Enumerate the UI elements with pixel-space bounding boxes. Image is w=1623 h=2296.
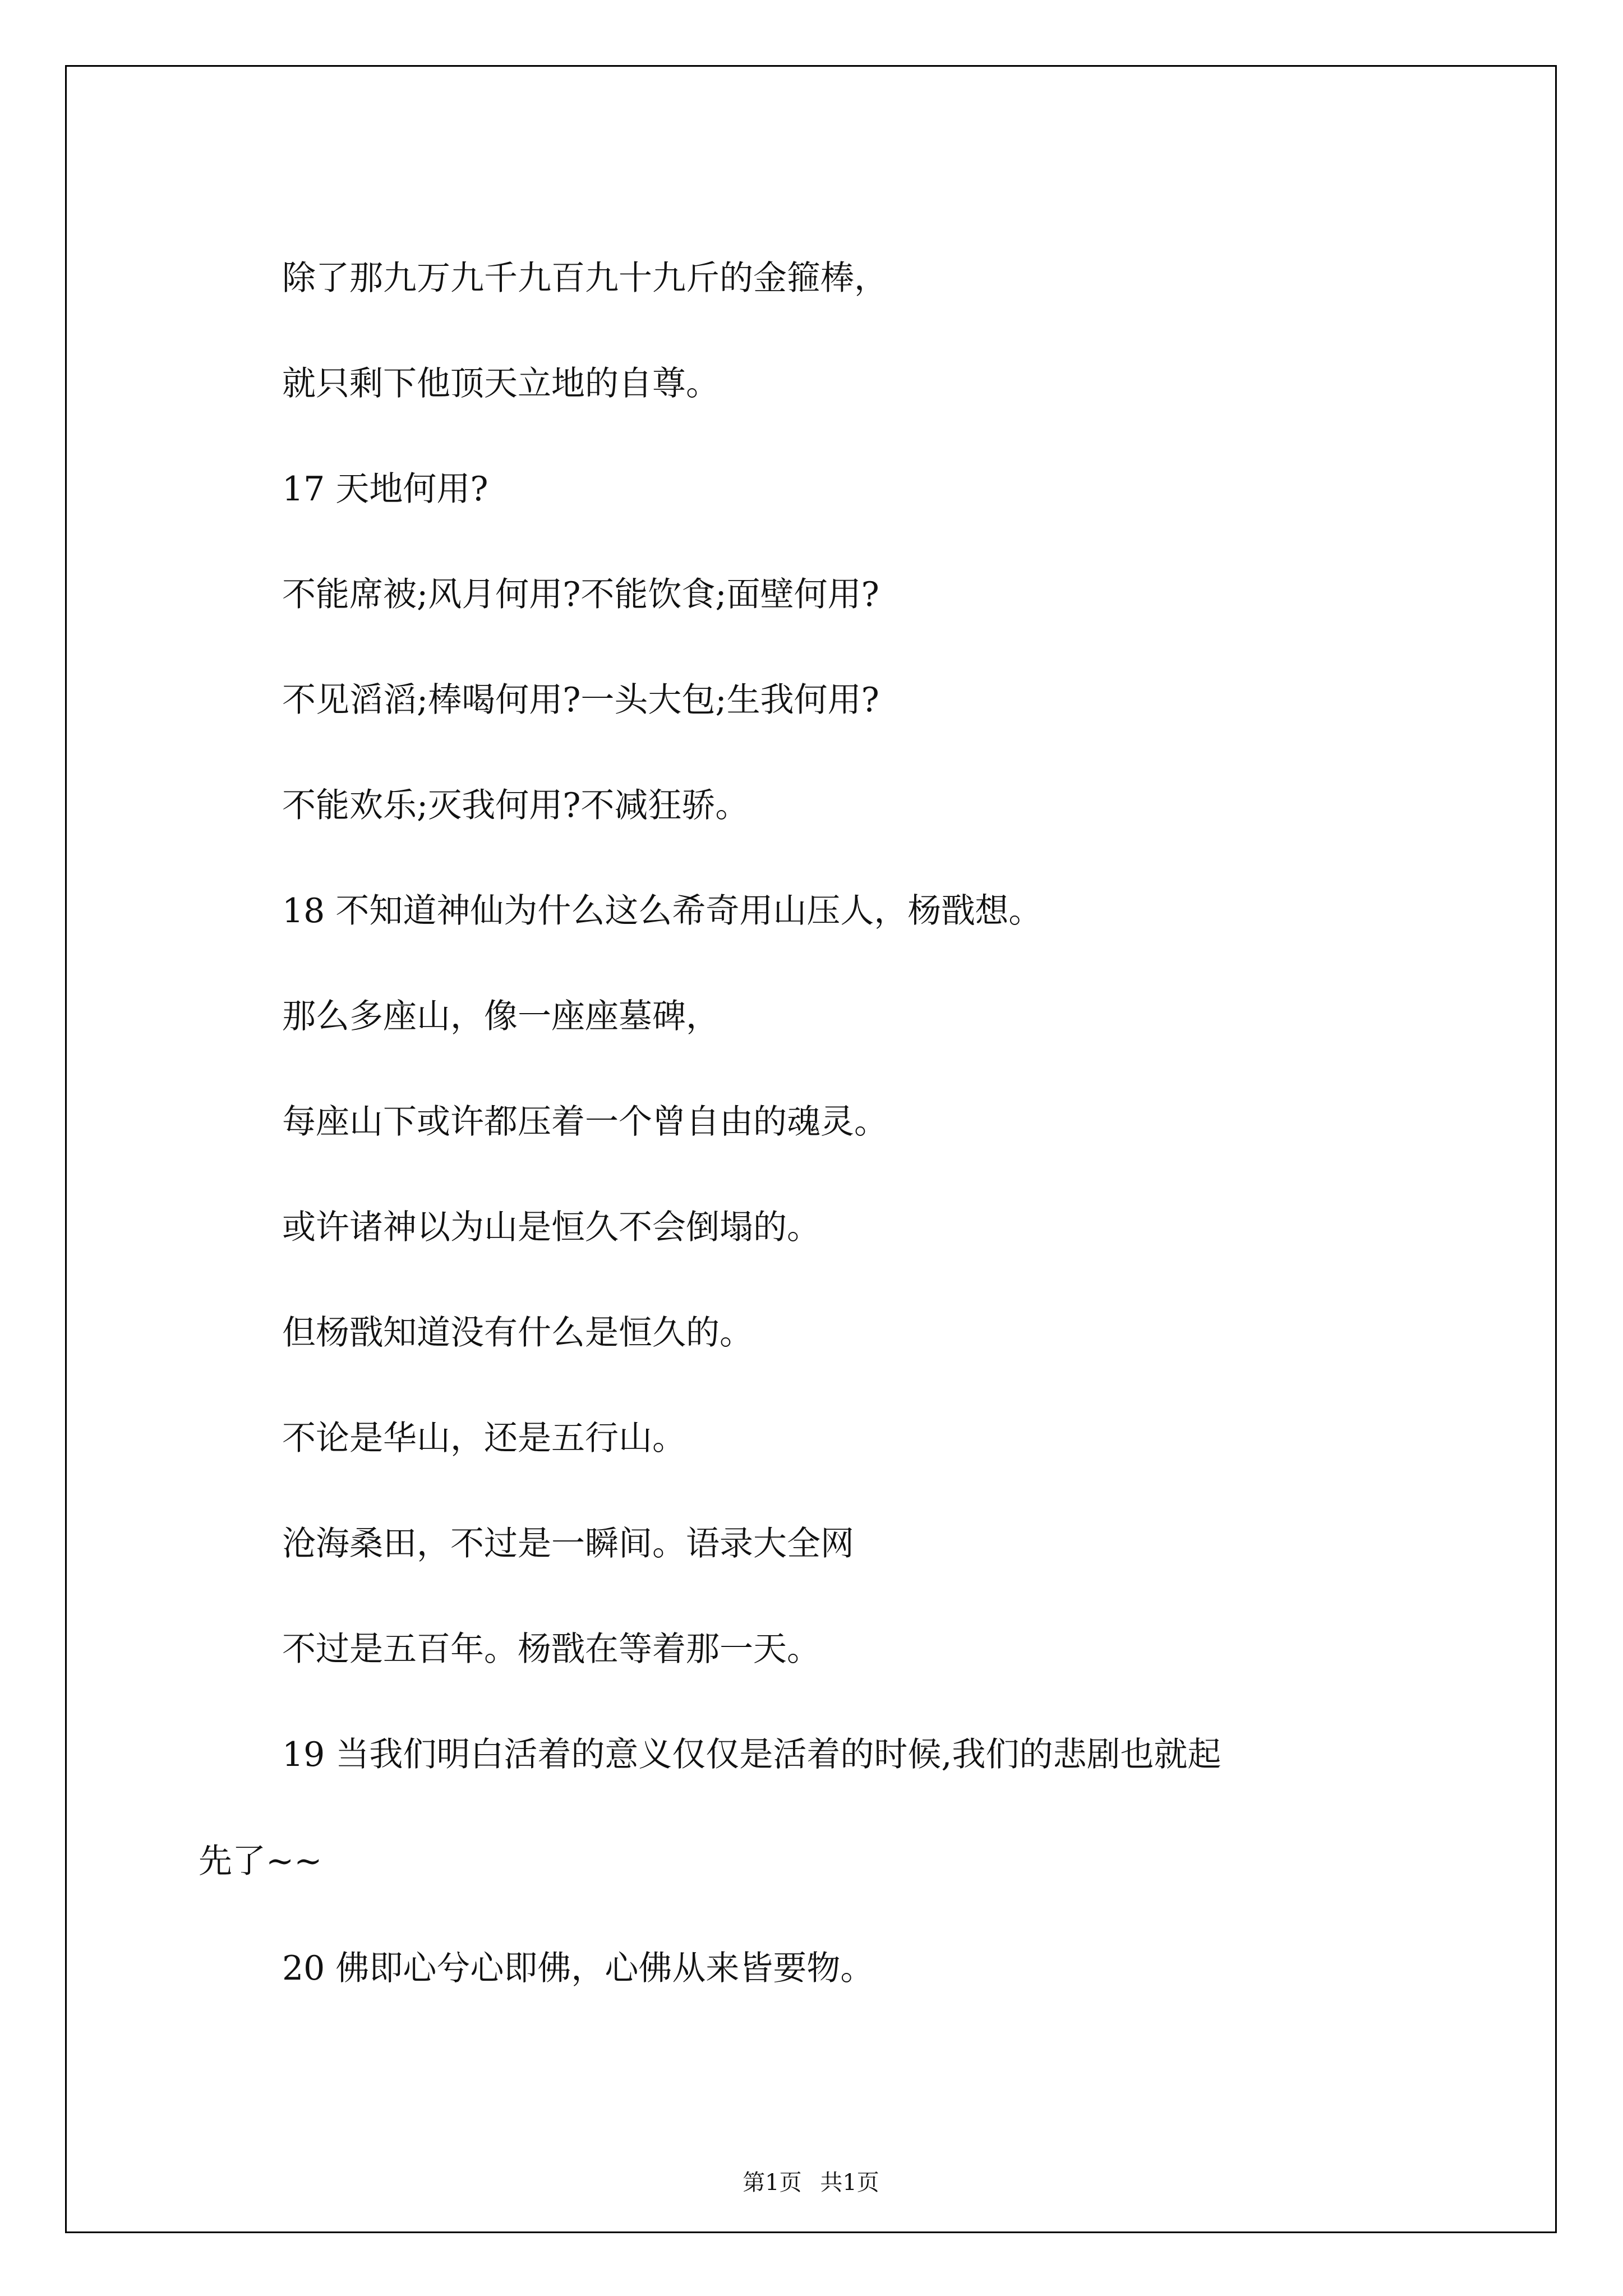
- text-line: 就只剩下他顶天立地的自尊。: [282, 364, 720, 403]
- text-line: 不能欢乐;灭我何用?不减狂骄。: [282, 786, 749, 825]
- page-frame: [65, 65, 1557, 2233]
- document-body: [67, 67, 1555, 2231]
- text-line: 不论是华山，还是五行山。: [282, 1419, 686, 1458]
- text-line: 19 当我们明白活着的意义仅仅是活着的时候,我们的悲剧也就起: [282, 1735, 1221, 1774]
- text-line: 不见滔滔;棒喝何用?一头大包;生我何用?: [282, 680, 879, 720]
- text-line: 除了那九万九千九百九十九斤的金箍棒，: [282, 259, 888, 298]
- text-line-continuation: 先了~~: [199, 1842, 322, 1881]
- text-line: 沧海桑田，不过是一瞬间。语录大全网: [282, 1524, 854, 1563]
- page-number: 第1页: [743, 2170, 802, 2196]
- text-line: 20 佛即心兮心即佛，心佛从来皆要物。: [282, 1949, 874, 1988]
- text-line: 或许诸神以为山是恒久不会倒塌的。: [282, 1208, 820, 1247]
- text-line: 18 不知道神仙为什么这么希奇用山压人，杨戬想。: [282, 891, 1043, 931]
- text-line: 不过是五百年。杨戬在等着那一天。: [282, 1630, 820, 1669]
- text-line: 每座山下或许都压着一个曾自由的魂灵。: [282, 1102, 888, 1142]
- text-line: 17 天地何用?: [282, 470, 488, 509]
- page-footer: [67, 2165, 1555, 2197]
- text-line: 但杨戬知道没有什么是恒久的。: [282, 1313, 753, 1352]
- text-line: 不能席被;风月何用?不能饮食;面壁何用?: [282, 575, 879, 614]
- text-line: 那么多座山，像一座座墓碑，: [282, 997, 720, 1036]
- page-total: 共1页: [820, 2170, 879, 2196]
